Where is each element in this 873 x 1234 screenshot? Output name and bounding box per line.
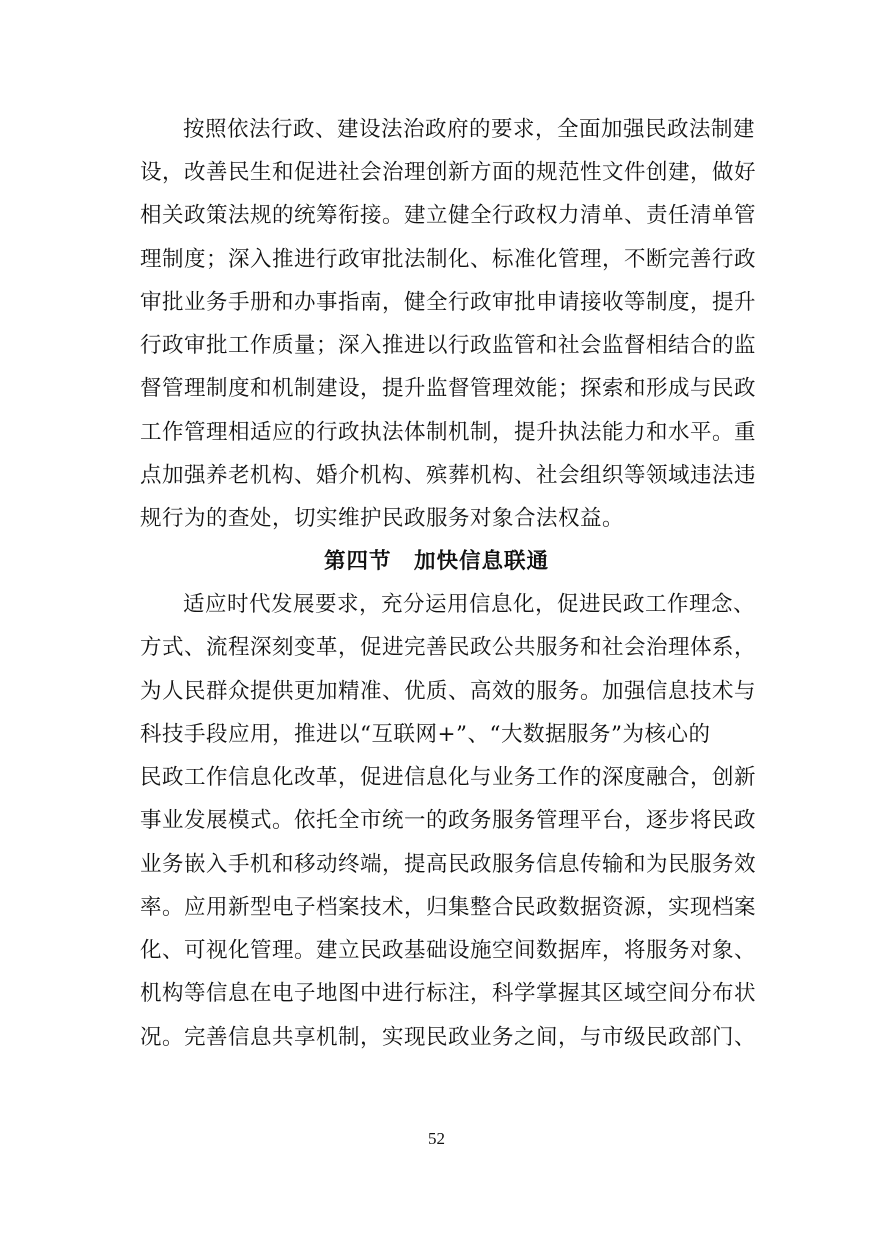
page-number: 52	[428, 1129, 445, 1148]
paragraph-line: 民政工作信息化改革，促进信息化与业务工作的深度融合，创新	[140, 765, 757, 790]
paragraph-line: 审批业务手册和办事指南，健全行政审批申请接收等制度，提升	[140, 290, 757, 315]
paragraph-line: 工作管理相适应的行政执法体制机制，提升执法能力和水平。重	[140, 420, 757, 445]
paragraph-line: 点加强养老机构、婚介机构、殡葬机构、社会组织等领域违法违	[140, 463, 757, 488]
paragraph-line: 设，改善民生和促进社会治理创新方面的规范性文件创建，做好	[140, 160, 757, 185]
paragraph-line: 为人民群众提供更加精准、优质、高效的服务。加强信息技术与	[140, 679, 757, 704]
section-heading: 第四节 加快信息联通	[323, 549, 549, 574]
paragraph-line: 机构等信息在电子地图中进行标注，科学掌握其区域空间分布状	[140, 981, 757, 1006]
paragraph-line: 规行为的查处，切实维护民政服务对象合法权益。	[140, 506, 625, 531]
paragraph-line: 按照依法行政、建设法治政府的要求，全面加强民政法制建	[183, 117, 756, 142]
paragraph-line: 率。应用新型电子档案技术，归集整合民政数据资源，实现档案	[140, 895, 757, 920]
paragraph-line: 业务嵌入手机和移动终端，提高民政服务信息传输和为民服务效	[140, 852, 757, 877]
paragraph-line: 事业发展模式。依托全市统一的政务服务管理平台，逐步将民政	[140, 808, 757, 833]
paragraph-line: 适应时代发展要求，充分运用信息化，促进民政工作理念、	[183, 592, 756, 617]
paragraph-line: 况。完善信息共享机制，实现民政业务之间，与市级民政部门、	[140, 1025, 757, 1050]
paragraph-line: 理制度；深入推进行政审批法制化、标准化管理，不断完善行政	[140, 247, 757, 272]
paragraph-line: 方式、流程深刻变革，促进完善民政公共服务和社会治理体系，	[140, 635, 757, 660]
paragraph-line: 行政审批工作质量；深入推进以行政监管和社会监督相结合的监	[140, 333, 757, 358]
paragraph-line: 相关政策法规的统筹衔接。建立健全行政权力清单、责任清单管	[140, 203, 757, 228]
paragraph-line: 督管理制度和机制建设，提升监督管理效能；探索和形成与民政	[140, 376, 757, 401]
paragraph-line: 化、可视化管理。建立民政基础设施空间数据库，将服务对象、	[140, 938, 757, 963]
paragraph-line: 科技手段应用，推进以“互联网+”、“大数据服务”为核心的	[140, 722, 711, 747]
